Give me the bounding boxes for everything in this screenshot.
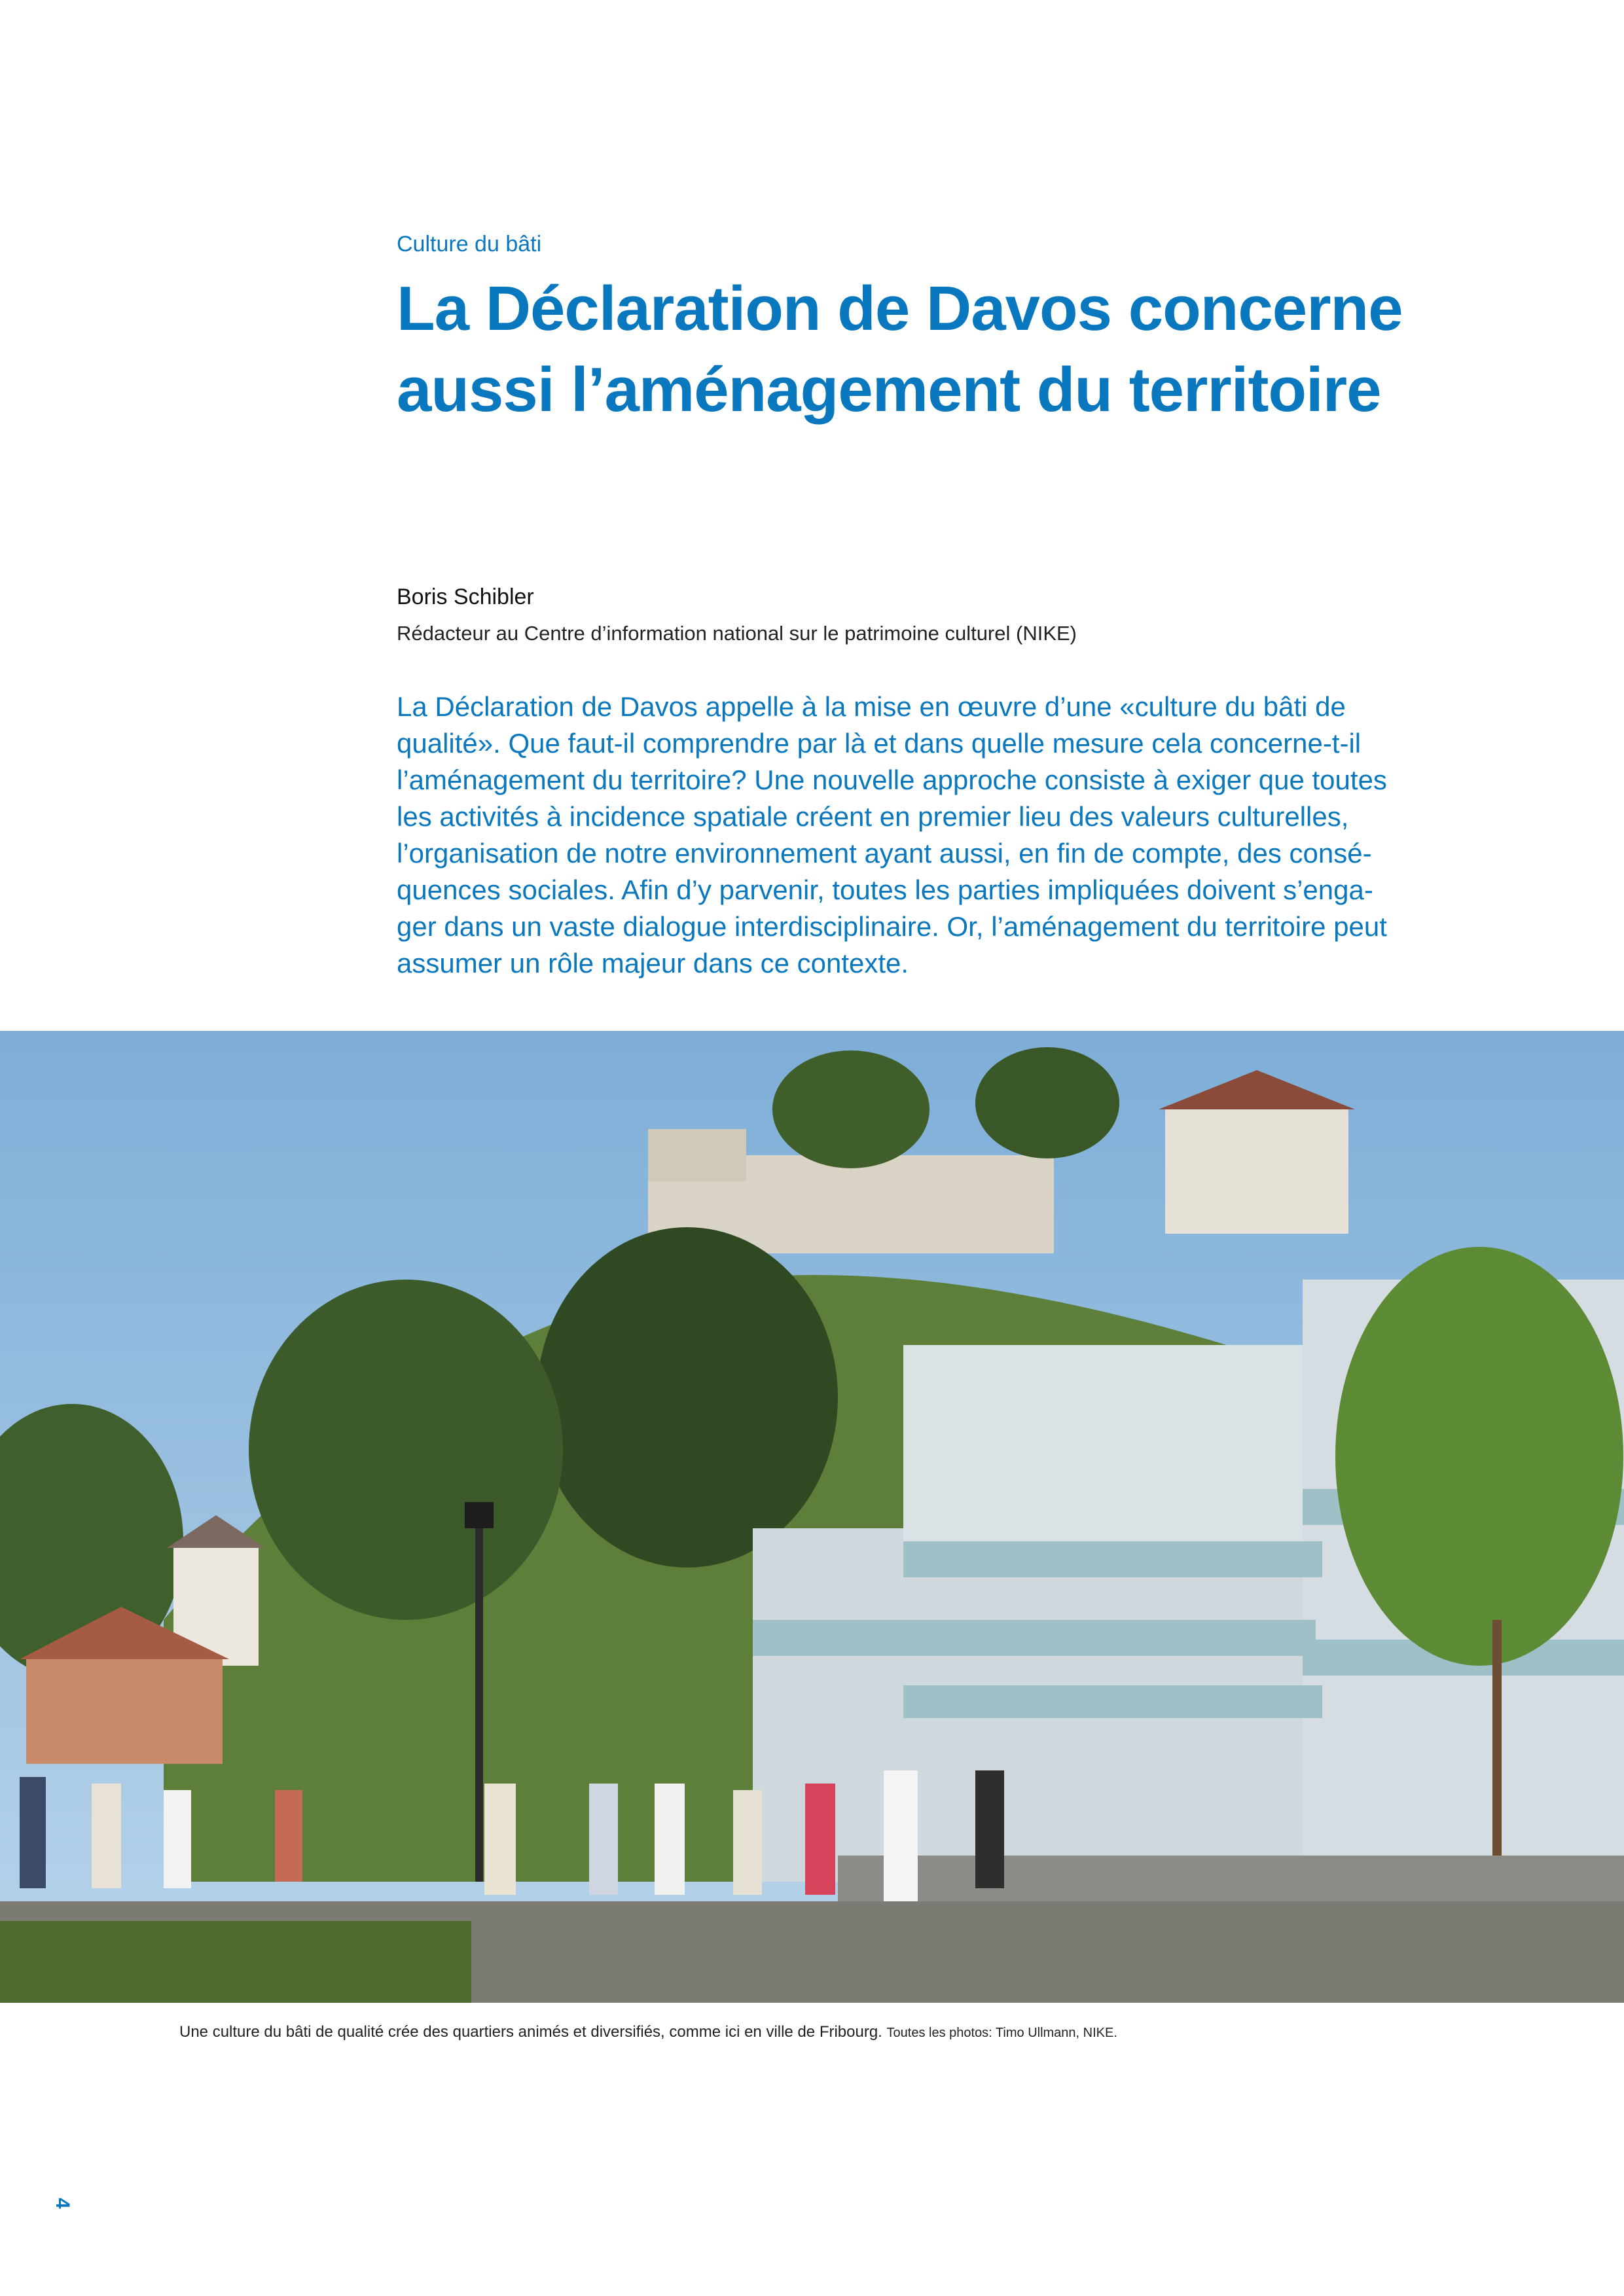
balcony-glass bbox=[903, 1685, 1322, 1718]
castle-building bbox=[1165, 1109, 1348, 1234]
tree bbox=[1335, 1247, 1623, 1666]
balcony-glass bbox=[903, 1541, 1322, 1577]
photo-illustration bbox=[0, 1031, 1624, 2003]
lead-line: La Déclaration de Davos appelle à la mise en œuvre d’une «culture du bâti de bbox=[397, 691, 1346, 722]
author-role: Rédacteur au Centre d’information national sur le patrimoine culturel (NIKE) bbox=[397, 622, 1077, 645]
photo-caption bbox=[179, 2023, 1117, 2041]
lead-line: les activités à incidence spatiale créent en premier lieu des valeurs culturelles, bbox=[397, 801, 1349, 832]
section-kicker: Culture du bâti bbox=[397, 232, 542, 257]
lead-line: l’organisation de notre environnement ayant aussi, en fin de compte, des consé- bbox=[397, 838, 1372, 869]
tree-trunk bbox=[1492, 1620, 1502, 1895]
tree bbox=[249, 1280, 563, 1620]
photo-credit: Toutes les photos: Timo Ullmann, NIKE. bbox=[886, 2026, 1117, 2040]
lead-line: l’aménagement du territoire? Une nouvelle approche consiste à exiger que toutes bbox=[397, 764, 1387, 795]
castle-tower bbox=[648, 1129, 746, 1181]
tree bbox=[772, 1050, 929, 1168]
tree bbox=[975, 1047, 1119, 1158]
caption-text: Une culture du bâti de qualité crée des quartiers animés et diversifiés, comme ici en ville de Fribourg. bbox=[179, 2023, 882, 2041]
lead-line: ger dans un vaste dialogue interdisciplinaire. Or, l’aménagement du territoire peut bbox=[397, 911, 1387, 942]
garden-plants bbox=[0, 1921, 471, 2003]
article-title: La Déclaration de Davos concerne aussi l’aménagement du territoire bbox=[397, 274, 1403, 425]
house bbox=[26, 1659, 223, 1764]
article-photo bbox=[0, 1031, 1624, 2003]
lamp-post bbox=[475, 1515, 483, 1882]
lead-line: assumer un rôle majeur dans ce contexte. bbox=[397, 948, 909, 978]
lead-line: qualité». Que faut-il comprendre par là et dans quelle mesure cela concerne-t-il bbox=[397, 728, 1362, 759]
author-name: Boris Schibler bbox=[397, 584, 534, 609]
page-number: 4 bbox=[52, 2198, 73, 2209]
tree bbox=[537, 1227, 838, 1568]
lead-paragraph bbox=[397, 689, 1457, 982]
apartment-building-upper bbox=[903, 1345, 1322, 1554]
lead-line: quences sociales. Afin d’y parvenir, toutes les parties impliquées doivent s’enga- bbox=[397, 874, 1373, 905]
balcony-glass bbox=[753, 1620, 1316, 1656]
lamp-head bbox=[465, 1502, 494, 1528]
